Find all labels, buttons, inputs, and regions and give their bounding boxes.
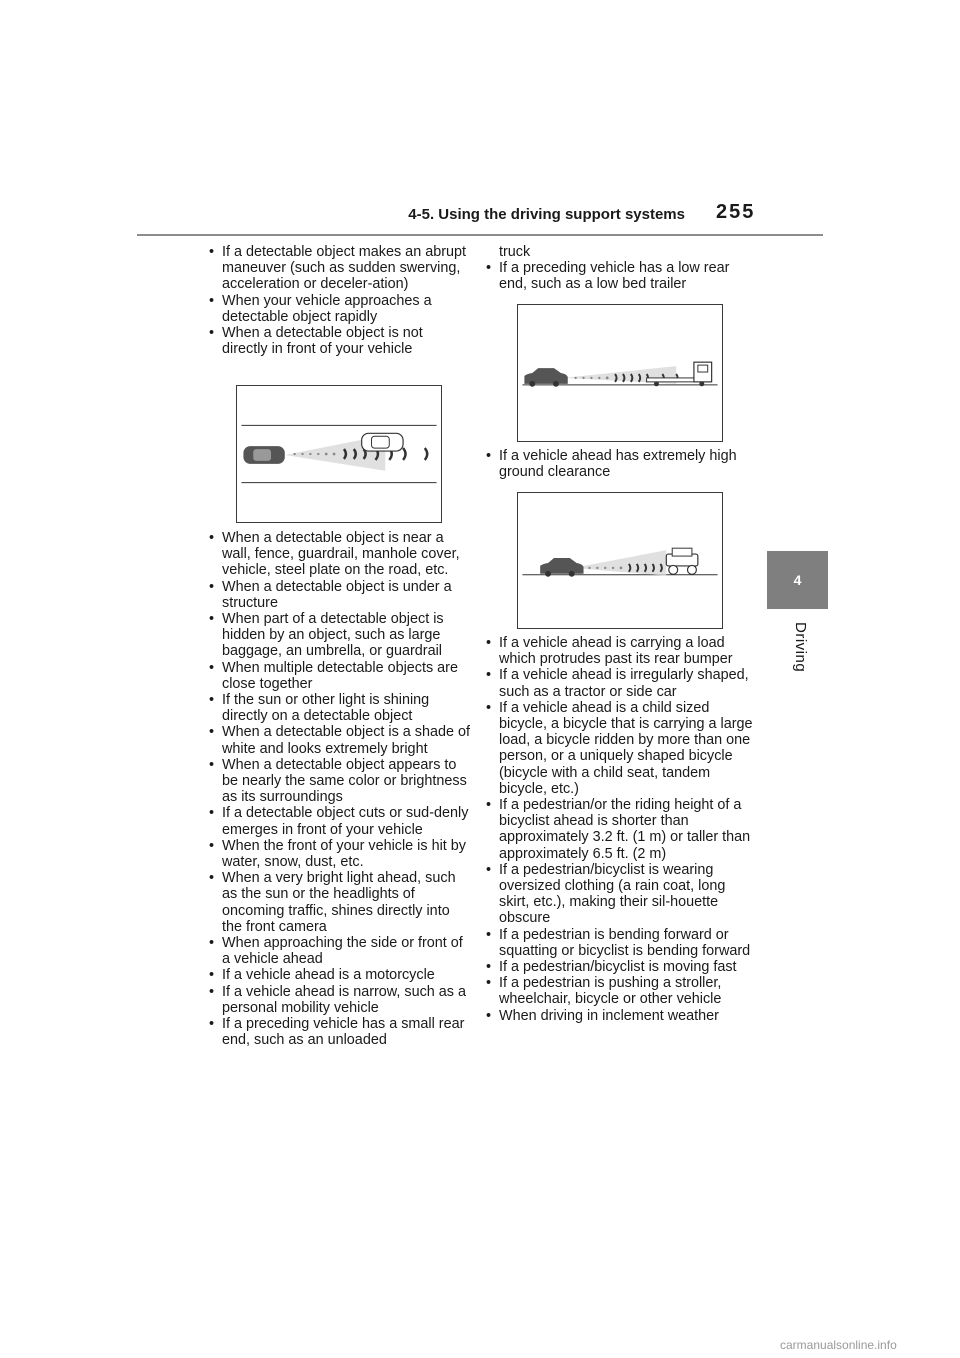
list-item: • If a preceding vehicle has a low rear end, such as a low bed trailer	[478, 260, 753, 292]
offset-vehicle-illustration	[237, 386, 441, 522]
section-title: 4-5. Using the driving support systems	[408, 206, 685, 223]
list-item: • When part of a detectable object is hidden by an object, such as large baggage, an umbrella, or guardrail	[201, 611, 471, 660]
list-item: • When multiple detectable objects are close together	[201, 660, 471, 692]
list-item: • When approaching the side or front of a vehicle ahead	[201, 935, 471, 967]
header-divider	[137, 234, 823, 236]
list-item: • When your vehicle approaches a detectable object rapidly	[201, 293, 471, 325]
low-bed-trailer-illustration	[518, 305, 722, 441]
high-clearance-illustration	[518, 493, 722, 628]
figure-low-bed-trailer	[517, 304, 723, 442]
list-item: • If a pedestrian/or the riding height of a bicyclist ahead is shorter than approximately 3.2 ft. (1 m) or taller than approximately 6.5 ft. (2 m)	[478, 797, 753, 862]
list-item: • If a vehicle ahead is carrying a load which protrudes past its rear bumper	[478, 635, 753, 667]
list-item: • When a detectable object is a shade of white and looks extremely bright	[201, 724, 471, 756]
list-item: • If a detectable object cuts or sud-denly emerges in front of your vehicle	[201, 805, 471, 837]
right-bullets-a	[478, 244, 753, 293]
own-car-icon	[540, 558, 583, 577]
chapter-label: Driving	[792, 622, 809, 673]
list-item: • When a detectable object appears to be nearly the same color or brightness as its surroundings	[201, 757, 471, 806]
page-number: 255	[716, 201, 756, 223]
list-item: • If a vehicle ahead is irregularly shaped, such as a tractor or side car	[478, 667, 753, 699]
list-item-continuation: truck	[499, 244, 531, 260]
list-item: • If a vehicle ahead has extremely high ground clearance	[478, 448, 753, 480]
chapter-number: 4	[793, 572, 802, 588]
list-item: • If a preceding vehicle has a small rear end, such as an unloaded	[201, 1016, 471, 1048]
list-item: • When a detectable object is near a wall, fence, guardrail, manhole cover, vehicle, steel plate on the road, etc.	[201, 530, 471, 579]
list-item: • If a pedestrian is pushing a stroller, wheelchair, bicycle or other vehicle	[478, 975, 753, 1007]
figure-offset-vehicle	[236, 385, 442, 523]
list-item: • When a detectable object is not directly in front of your vehicle	[201, 325, 471, 357]
left-bullets-b	[201, 530, 471, 1049]
list-item: • If the sun or other light is shining directly on a detectable object	[201, 692, 471, 724]
list-item: • When a very bright light ahead, such as the sun or the headlights of oncoming traffic, shines directly into the front camera	[201, 870, 471, 935]
right-bullets-c	[478, 635, 753, 1024]
list-item: • When the front of your vehicle is hit by water, snow, dust, etc.	[201, 838, 471, 870]
list-item: • If a pedestrian/bicyclist is wearing oversized clothing (a rain coat, long skirt, etc.), making their sil-houette obscure	[478, 862, 753, 927]
list-item: • If a vehicle ahead is narrow, such as a personal mobility vehicle	[201, 984, 471, 1016]
list-item: • When driving in inclement weather	[478, 1008, 753, 1024]
chapter-tab	[767, 551, 828, 609]
list-item: • If a vehicle ahead is a child sized bicycle, a bicycle that is carrying a large load, a bicycle ridden by more than one person, or a uniquely shaped bicycle (bicycle with a child seat, tandem bicycle, etc.)	[478, 700, 753, 797]
own-car-icon	[524, 368, 567, 387]
watermark: carmanualsonline.info	[780, 1338, 897, 1352]
list-item: • If a pedestrian/bicyclist is moving fast	[478, 959, 753, 975]
own-car-icon	[243, 446, 284, 464]
list-item: • When a detectable object is under a structure	[201, 579, 471, 611]
figure-high-clearance	[517, 492, 723, 629]
left-bullets-a	[201, 244, 471, 357]
list-item: • If a detectable object makes an abrupt maneuver (such as sudden swerving, acceleration or deceler-ation)	[201, 244, 471, 293]
list-item: • If a vehicle ahead is a motorcycle	[201, 967, 471, 983]
right-bullets-b	[478, 448, 753, 480]
list-item: • If a pedestrian is bending forward or squatting or bicyclist is bending forward	[478, 927, 753, 959]
target-car-icon	[362, 433, 403, 451]
suv-icon	[666, 548, 698, 574]
